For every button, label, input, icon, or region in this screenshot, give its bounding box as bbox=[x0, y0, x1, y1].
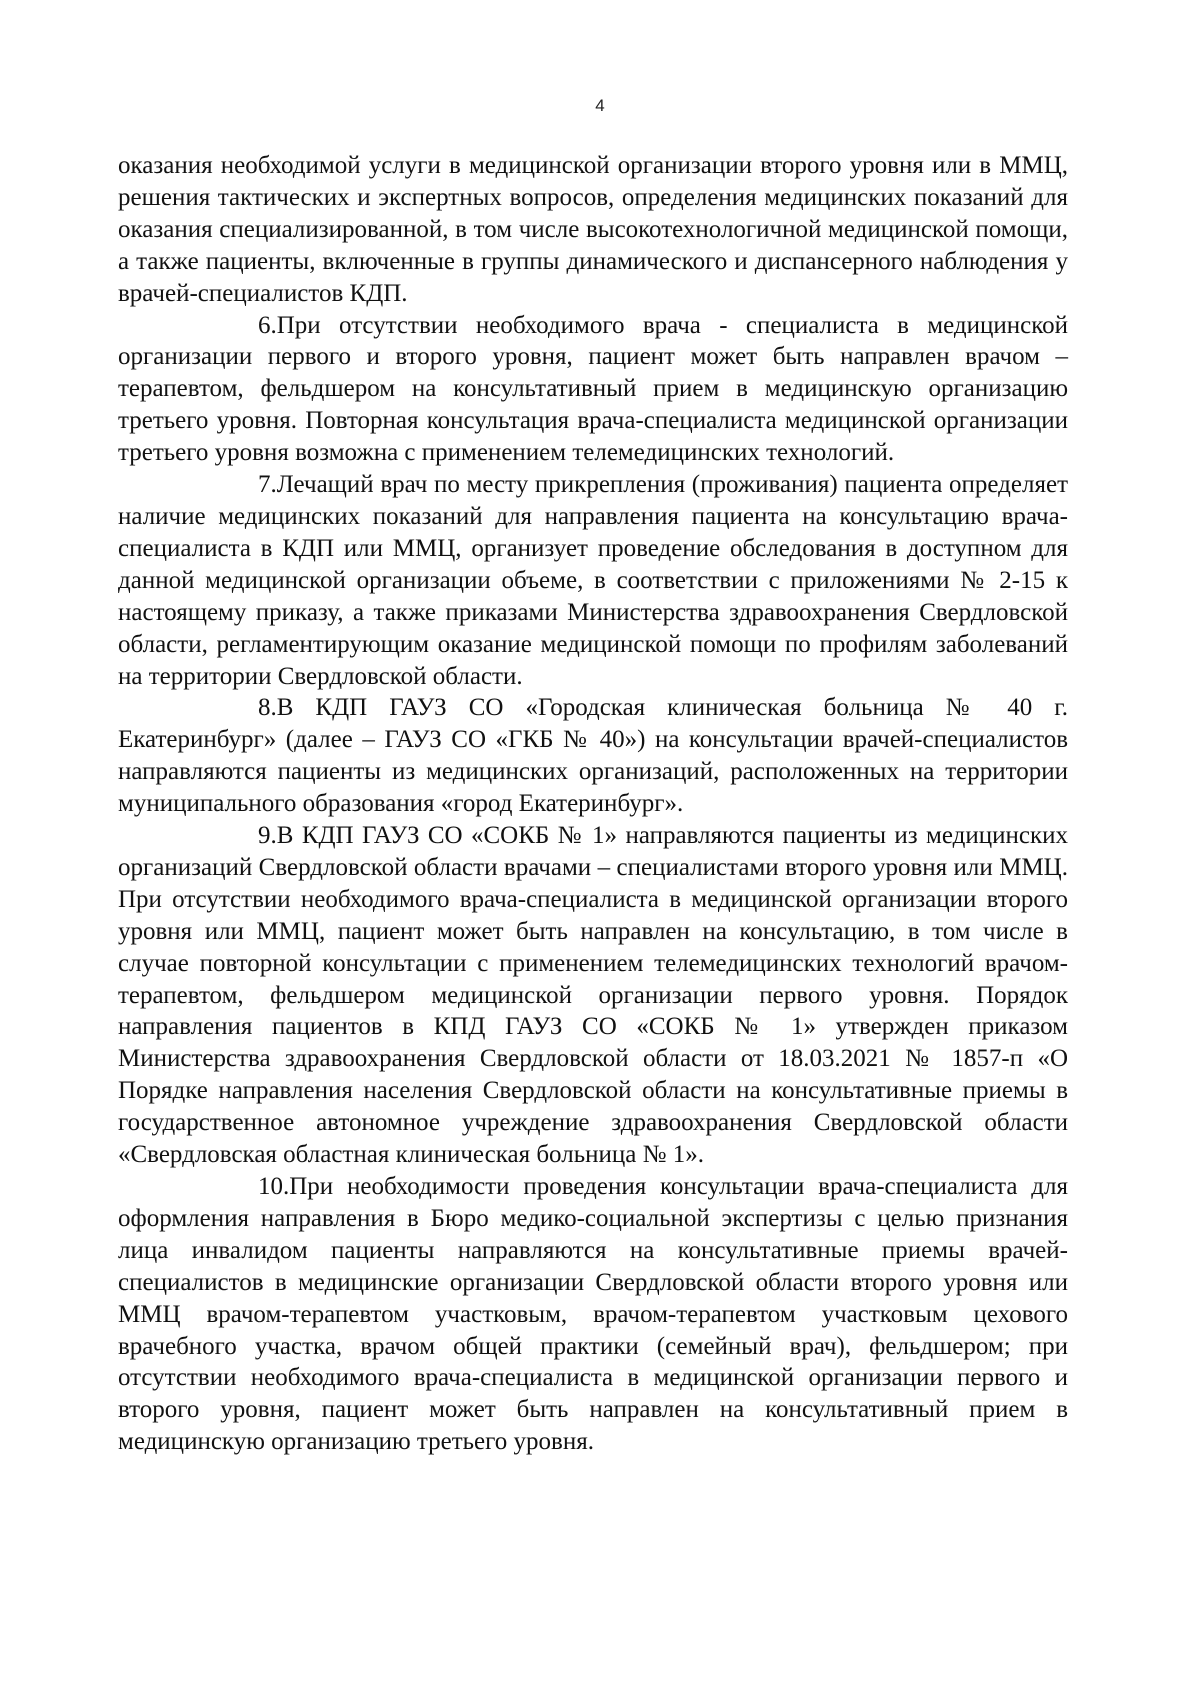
document-body bbox=[118, 150, 1068, 1458]
item-number: 7. bbox=[258, 471, 277, 499]
item-number: 9. bbox=[258, 822, 277, 850]
item-text: При отсутствии необходимого врача - специалиста в медицинской организации первого и второго уровня, пациент может быть направлен врачом – терапевтом, фельдшером на консультативный прием в медицинскую организацию третьего уровня. Повторная консультация врача-специалиста медицинской организации третьего уровня возможна с применением телемедицинских технологий. bbox=[118, 311, 1068, 467]
list-item-9 bbox=[118, 820, 1068, 1171]
item-number: 10. bbox=[258, 1173, 290, 1200]
list-item-6 bbox=[118, 310, 1068, 470]
page-number: 4 bbox=[595, 96, 605, 115]
continuation-paragraph: оказания необходимой услуги в медицинской организации второго уровня или в ММЦ, решения тактических и экспертных вопросов, определения медицинских показаний для оказания специализированной, в том числе высокотехнологичной медицинской помощи, а также пациенты, включенные в группы динамического и диспансерного наблюдения у врачей-специалистов КДП. bbox=[118, 152, 1068, 307]
list-item-10 bbox=[118, 1171, 1068, 1458]
item-number: 6. bbox=[258, 311, 277, 339]
item-text: В КДП ГАУЗ СО «СОКБ № 1» направляются пациенты из медицинских организаций Свердловской области врачами – специалистами второго уровня или ММЦ. При отсутствии необходимого врача-специалиста в медицинской организации второго уровня или ММЦ, пациент может быть направлен на консультацию, в том числе в случае повторной консультации с применением телемедицинских технологий врачом-терапевтом, фельдшером медицинской организации первого уровня. Порядок направления пациентов в КПД ГАУЗ СО «СОКБ № 1» утвержден приказом Министерства здравоохранения Свердловской области от 18.03.2021 № 1857-п «О Порядке направления населения Свердловской области на консультативные приемы в государственное автономное учреждение здравоохранения Свердловской области «Свердловская областная клиническая больница № 1». bbox=[118, 822, 1068, 1169]
item-text: При необходимости проведения консультации врача-специалиста для оформления направления в Бюро медико-социальной экспертизы с целью признания лица инвалидом пациенты направляются на консультативные приемы врачей-специалистов в медицинские организации Свердловской области второго уровня или ММЦ врачом-терапевтом участковым, врачом-терапевтом участковым цехового врачебного участка, врачом общей практики (семейный врач), фельдшером; при отсутствии необходимого врача-специалиста в медицинской организации первого и второго уровня, пациент может быть направлен на консультативный прием в медицинскую организацию третьего уровня. bbox=[118, 1173, 1068, 1456]
item-text: В КДП ГАУЗ СО «Городская клиническая больница № 40 г. Екатеринбург» (далее – ГАУЗ СО «ГКБ № 40») на консультации врачей-специалистов направляются пациенты из медицинских организаций, расположенных на территории муниципального образования «город Екатеринбург». bbox=[118, 694, 1068, 818]
list-item-8 bbox=[118, 692, 1068, 820]
item-text: Лечащий врач по месту прикрепления (проживания) пациента определяет наличие медицинских показаний для направления пациента на консультацию врача-специалиста в КДП или ММЦ, организует проведение обследования в доступном для данной медицинской организации объеме, в соответствии с приложениями № 2-15 к настоящему приказу, а также приказами Министерства здравоохранения Свердловской области, регламентирующим оказание медицинской помощи по профилям заболеваний на территории Свердловской области. bbox=[118, 471, 1068, 690]
list-item-7 bbox=[118, 469, 1068, 692]
item-number: 8. bbox=[258, 694, 277, 722]
